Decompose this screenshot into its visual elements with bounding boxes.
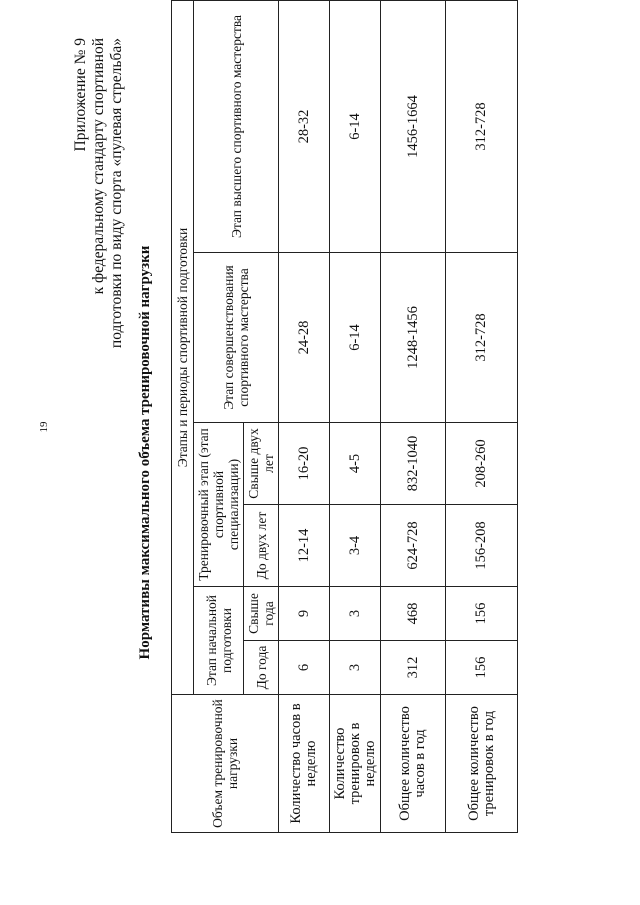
subheader-initial-up-to-year: До года: [244, 641, 279, 695]
table-cell: 312: [381, 641, 446, 695]
stage-improvement-header: Этап совершенствования спортивного мастерства: [194, 253, 279, 423]
table-cell: 312-728: [446, 253, 518, 423]
row-label: Общее количество тренировок в год: [446, 695, 518, 833]
appendix-line-2: к федеральному стандарту спортивной: [90, 38, 107, 295]
table-cell: 3: [330, 587, 381, 641]
subheader-training-up-to-two: До двух лет: [244, 505, 279, 587]
table-cell: 1456-1664: [381, 0, 446, 252]
table-row: [446, 0, 518, 832]
group-header-cell: Этапы и периоды спортивной подготовки: [172, 0, 194, 694]
page-number: 19: [38, 421, 50, 433]
table-cell: 12-14: [279, 505, 330, 587]
header-row-1: [172, 0, 194, 832]
appendix-note: [72, 38, 126, 398]
appendix-line-1: Приложение № 9: [72, 38, 89, 152]
table-cell: 9: [279, 587, 330, 641]
stage-higher-header: Этап высшего спортивного мастерства: [194, 0, 279, 252]
table-cell: 6-14: [330, 0, 381, 252]
table-cell: 6-14: [330, 253, 381, 423]
subheader-training-over-two: Свыше двух лет: [244, 423, 279, 505]
stage-training-header: Тренировочный этап (этап спортивной специализации): [194, 423, 244, 587]
table-cell: 16-20: [279, 423, 330, 505]
appendix-line-3: подготовки по виду спорта «пулевая стрельба»: [108, 38, 125, 349]
row-label: Количество часов в неделю: [279, 695, 330, 833]
table-row: [330, 0, 381, 832]
table-cell: 3: [330, 641, 381, 695]
table-cell: 468: [381, 587, 446, 641]
subheader-initial-over-year: Свыше года: [244, 587, 279, 641]
table-cell: 156: [446, 641, 518, 695]
table-cell: 1248-1456: [381, 253, 446, 423]
table-cell: 3-4: [330, 505, 381, 587]
table-cell: 156-208: [446, 505, 518, 587]
table-row: [279, 0, 330, 832]
table-cell: 208-260: [446, 423, 518, 505]
table-cell: 4-5: [330, 423, 381, 505]
row-header-cell: Объем тренировочной нагрузки: [172, 695, 279, 833]
document-title: Нормативы максимального объема тренировочной нагрузки: [137, 245, 153, 660]
table-cell: 24-28: [279, 253, 330, 423]
table-row: [381, 0, 446, 832]
table-cell: 156: [446, 587, 518, 641]
training-load-table: [171, 0, 518, 833]
table-cell: 6: [279, 641, 330, 695]
row-label: Количество тренировок в неделю: [330, 695, 381, 833]
table-cell: 624-728: [381, 505, 446, 587]
row-label: Общее количество часов в год: [381, 695, 446, 833]
table-cell: 312-728: [446, 0, 518, 252]
stage-initial-header: Этап начальной подготовки: [194, 587, 244, 695]
table-cell: 28-32: [279, 0, 330, 252]
table-cell: 832-1040: [381, 423, 446, 505]
